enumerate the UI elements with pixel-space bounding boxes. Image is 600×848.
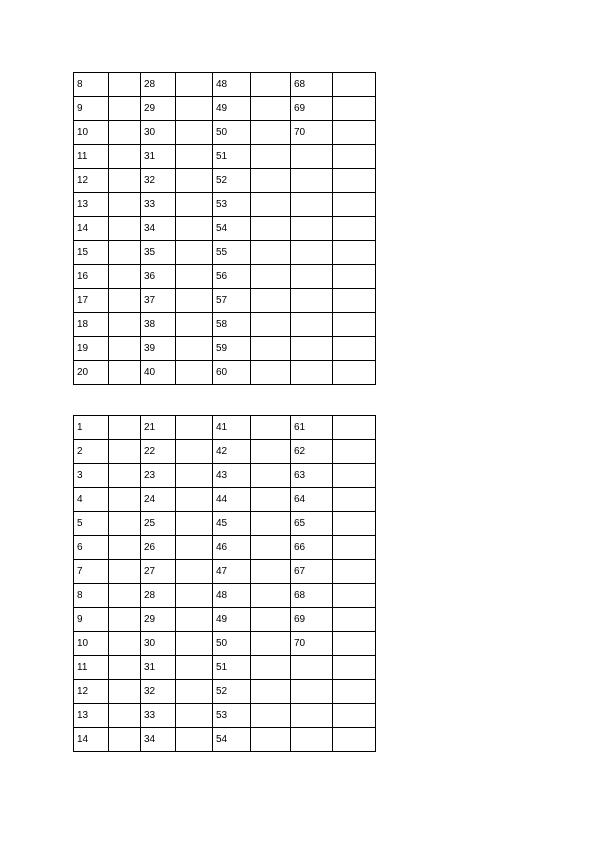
table-row bbox=[74, 464, 376, 488]
blank-cell bbox=[333, 704, 376, 728]
blank-cell bbox=[333, 145, 376, 169]
blank-cell bbox=[176, 73, 213, 97]
number-cell: 28 bbox=[141, 73, 176, 97]
blank-cell bbox=[251, 193, 291, 217]
blank-cell bbox=[251, 728, 291, 752]
number-cell bbox=[291, 728, 333, 752]
number-cell bbox=[291, 265, 333, 289]
number-cell bbox=[291, 337, 333, 361]
number-cell: 34 bbox=[141, 217, 176, 241]
blank-cell bbox=[333, 73, 376, 97]
number-cell: 3 bbox=[74, 464, 109, 488]
number-cell: 1 bbox=[74, 416, 109, 440]
blank-cell bbox=[176, 632, 213, 656]
blank-cell bbox=[251, 632, 291, 656]
blank-cell bbox=[109, 145, 141, 169]
number-cell: 42 bbox=[213, 440, 251, 464]
number-cell: 53 bbox=[213, 704, 251, 728]
number-cell bbox=[291, 680, 333, 704]
number-grid-bottom-body bbox=[74, 416, 376, 752]
table-row bbox=[74, 73, 376, 97]
number-cell: 22 bbox=[141, 440, 176, 464]
blank-cell bbox=[109, 728, 141, 752]
table-row bbox=[74, 488, 376, 512]
number-cell: 12 bbox=[74, 680, 109, 704]
blank-cell bbox=[251, 608, 291, 632]
blank-cell bbox=[176, 680, 213, 704]
blank-cell bbox=[251, 361, 291, 385]
number-cell: 13 bbox=[74, 704, 109, 728]
number-cell: 10 bbox=[74, 632, 109, 656]
table-row bbox=[74, 361, 376, 385]
blank-cell bbox=[176, 656, 213, 680]
number-cell: 30 bbox=[141, 632, 176, 656]
number-cell: 49 bbox=[213, 97, 251, 121]
blank-cell bbox=[251, 464, 291, 488]
number-cell: 68 bbox=[291, 584, 333, 608]
blank-cell bbox=[176, 512, 213, 536]
table-row bbox=[74, 193, 376, 217]
number-cell bbox=[291, 193, 333, 217]
number-cell: 41 bbox=[213, 416, 251, 440]
number-cell: 33 bbox=[141, 193, 176, 217]
number-cell bbox=[291, 217, 333, 241]
number-cell: 37 bbox=[141, 289, 176, 313]
table-row bbox=[74, 145, 376, 169]
number-cell: 50 bbox=[213, 632, 251, 656]
blank-cell bbox=[251, 416, 291, 440]
number-cell: 25 bbox=[141, 512, 176, 536]
blank-cell bbox=[251, 169, 291, 193]
number-cell: 69 bbox=[291, 97, 333, 121]
blank-cell bbox=[109, 193, 141, 217]
number-cell: 52 bbox=[213, 680, 251, 704]
table-row bbox=[74, 265, 376, 289]
table-row bbox=[74, 608, 376, 632]
blank-cell bbox=[333, 488, 376, 512]
blank-cell bbox=[109, 313, 141, 337]
table-row bbox=[74, 560, 376, 584]
table-row bbox=[74, 536, 376, 560]
blank-cell bbox=[109, 560, 141, 584]
number-cell: 14 bbox=[74, 217, 109, 241]
number-cell: 32 bbox=[141, 680, 176, 704]
table-row bbox=[74, 680, 376, 704]
number-cell: 21 bbox=[141, 416, 176, 440]
number-cell: 6 bbox=[74, 536, 109, 560]
number-cell: 57 bbox=[213, 289, 251, 313]
number-cell: 53 bbox=[213, 193, 251, 217]
number-cell bbox=[291, 656, 333, 680]
number-cell: 52 bbox=[213, 169, 251, 193]
table-row bbox=[74, 584, 376, 608]
blank-cell bbox=[333, 608, 376, 632]
table-row bbox=[74, 313, 376, 337]
number-cell: 5 bbox=[74, 512, 109, 536]
number-grid-bottom bbox=[73, 415, 376, 752]
blank-cell bbox=[109, 289, 141, 313]
number-cell: 30 bbox=[141, 121, 176, 145]
blank-cell bbox=[333, 632, 376, 656]
blank-cell bbox=[333, 680, 376, 704]
blank-cell bbox=[251, 560, 291, 584]
number-cell: 31 bbox=[141, 656, 176, 680]
number-cell: 29 bbox=[141, 608, 176, 632]
blank-cell bbox=[176, 560, 213, 584]
blank-cell bbox=[176, 217, 213, 241]
blank-cell bbox=[251, 704, 291, 728]
blank-cell bbox=[109, 608, 141, 632]
blank-cell bbox=[109, 241, 141, 265]
blank-cell bbox=[333, 97, 376, 121]
blank-cell bbox=[251, 145, 291, 169]
number-cell: 50 bbox=[213, 121, 251, 145]
table-row bbox=[74, 241, 376, 265]
table-row bbox=[74, 632, 376, 656]
blank-cell bbox=[333, 440, 376, 464]
table-row bbox=[74, 169, 376, 193]
number-cell bbox=[291, 241, 333, 265]
table-row bbox=[74, 121, 376, 145]
blank-cell bbox=[176, 265, 213, 289]
blank-cell bbox=[109, 704, 141, 728]
blank-cell bbox=[176, 337, 213, 361]
number-cell: 70 bbox=[291, 632, 333, 656]
blank-cell bbox=[251, 337, 291, 361]
blank-cell bbox=[109, 265, 141, 289]
number-cell: 59 bbox=[213, 337, 251, 361]
blank-cell bbox=[176, 536, 213, 560]
number-cell: 10 bbox=[74, 121, 109, 145]
table-row bbox=[74, 440, 376, 464]
number-cell: 9 bbox=[74, 97, 109, 121]
number-cell bbox=[291, 361, 333, 385]
blank-cell bbox=[251, 656, 291, 680]
blank-cell bbox=[333, 313, 376, 337]
number-cell: 39 bbox=[141, 337, 176, 361]
number-cell: 56 bbox=[213, 265, 251, 289]
blank-cell bbox=[251, 217, 291, 241]
blank-cell bbox=[109, 656, 141, 680]
blank-cell bbox=[109, 361, 141, 385]
table-row bbox=[74, 704, 376, 728]
blank-cell bbox=[333, 512, 376, 536]
number-cell: 51 bbox=[213, 656, 251, 680]
blank-cell bbox=[251, 121, 291, 145]
number-cell: 23 bbox=[141, 464, 176, 488]
blank-cell bbox=[176, 361, 213, 385]
number-cell: 18 bbox=[74, 313, 109, 337]
number-cell: 14 bbox=[74, 728, 109, 752]
number-cell: 51 bbox=[213, 145, 251, 169]
blank-cell bbox=[333, 121, 376, 145]
blank-cell bbox=[176, 193, 213, 217]
blank-cell bbox=[333, 560, 376, 584]
blank-cell bbox=[176, 241, 213, 265]
number-cell: 8 bbox=[74, 584, 109, 608]
blank-cell bbox=[333, 289, 376, 313]
number-cell: 60 bbox=[213, 361, 251, 385]
blank-cell bbox=[251, 97, 291, 121]
blank-cell bbox=[176, 121, 213, 145]
blank-cell bbox=[251, 680, 291, 704]
number-cell: 32 bbox=[141, 169, 176, 193]
blank-cell bbox=[333, 241, 376, 265]
number-cell: 55 bbox=[213, 241, 251, 265]
blank-cell bbox=[176, 704, 213, 728]
blank-cell bbox=[251, 536, 291, 560]
number-cell: 2 bbox=[74, 440, 109, 464]
blank-cell bbox=[251, 512, 291, 536]
blank-cell bbox=[176, 416, 213, 440]
blank-cell bbox=[109, 464, 141, 488]
blank-cell bbox=[109, 97, 141, 121]
number-cell: 64 bbox=[291, 488, 333, 512]
number-cell: 33 bbox=[141, 704, 176, 728]
number-cell: 68 bbox=[291, 73, 333, 97]
blank-cell bbox=[176, 440, 213, 464]
number-grid-top-body bbox=[74, 73, 376, 385]
number-cell: 9 bbox=[74, 608, 109, 632]
blank-cell bbox=[176, 584, 213, 608]
number-cell: 65 bbox=[291, 512, 333, 536]
blank-cell bbox=[333, 169, 376, 193]
number-cell: 45 bbox=[213, 512, 251, 536]
number-cell: 38 bbox=[141, 313, 176, 337]
number-cell bbox=[291, 169, 333, 193]
number-cell: 27 bbox=[141, 560, 176, 584]
blank-cell bbox=[176, 728, 213, 752]
number-cell: 24 bbox=[141, 488, 176, 512]
number-cell: 12 bbox=[74, 169, 109, 193]
number-cell: 11 bbox=[74, 145, 109, 169]
blank-cell bbox=[176, 289, 213, 313]
blank-cell bbox=[251, 584, 291, 608]
blank-cell bbox=[333, 584, 376, 608]
number-cell: 61 bbox=[291, 416, 333, 440]
number-cell bbox=[291, 289, 333, 313]
blank-cell bbox=[109, 488, 141, 512]
number-cell: 40 bbox=[141, 361, 176, 385]
number-cell bbox=[291, 313, 333, 337]
number-cell: 13 bbox=[74, 193, 109, 217]
number-cell: 8 bbox=[74, 73, 109, 97]
number-cell: 16 bbox=[74, 265, 109, 289]
blank-cell bbox=[109, 536, 141, 560]
blank-cell bbox=[333, 536, 376, 560]
table-row bbox=[74, 656, 376, 680]
blank-cell bbox=[333, 361, 376, 385]
blank-cell bbox=[333, 728, 376, 752]
blank-cell bbox=[333, 464, 376, 488]
blank-cell bbox=[109, 73, 141, 97]
blank-cell bbox=[176, 97, 213, 121]
number-cell bbox=[291, 704, 333, 728]
number-cell: 69 bbox=[291, 608, 333, 632]
blank-cell bbox=[109, 337, 141, 361]
table-row bbox=[74, 289, 376, 313]
number-cell: 35 bbox=[141, 241, 176, 265]
table-row bbox=[74, 97, 376, 121]
number-cell: 62 bbox=[291, 440, 333, 464]
number-cell: 4 bbox=[74, 488, 109, 512]
number-cell: 34 bbox=[141, 728, 176, 752]
blank-cell bbox=[333, 656, 376, 680]
number-cell: 48 bbox=[213, 73, 251, 97]
blank-cell bbox=[176, 464, 213, 488]
number-cell: 26 bbox=[141, 536, 176, 560]
number-cell: 54 bbox=[213, 217, 251, 241]
blank-cell bbox=[333, 265, 376, 289]
blank-cell bbox=[176, 608, 213, 632]
number-cell: 17 bbox=[74, 289, 109, 313]
number-cell: 28 bbox=[141, 584, 176, 608]
number-cell: 47 bbox=[213, 560, 251, 584]
blank-cell bbox=[109, 416, 141, 440]
blank-cell bbox=[176, 145, 213, 169]
number-cell: 63 bbox=[291, 464, 333, 488]
blank-cell bbox=[109, 217, 141, 241]
blank-cell bbox=[251, 73, 291, 97]
blank-cell bbox=[251, 265, 291, 289]
blank-cell bbox=[109, 440, 141, 464]
blank-cell bbox=[109, 680, 141, 704]
table-row bbox=[74, 217, 376, 241]
blank-cell bbox=[251, 241, 291, 265]
number-cell: 7 bbox=[74, 560, 109, 584]
number-grid-top bbox=[73, 72, 376, 385]
number-cell: 49 bbox=[213, 608, 251, 632]
blank-cell bbox=[251, 488, 291, 512]
number-cell: 66 bbox=[291, 536, 333, 560]
table-row bbox=[74, 512, 376, 536]
table-row bbox=[74, 728, 376, 752]
blank-cell bbox=[333, 416, 376, 440]
number-cell: 46 bbox=[213, 536, 251, 560]
blank-cell bbox=[109, 169, 141, 193]
blank-cell bbox=[333, 193, 376, 217]
blank-cell bbox=[109, 632, 141, 656]
blank-cell bbox=[333, 217, 376, 241]
blank-cell bbox=[251, 313, 291, 337]
blank-cell bbox=[251, 289, 291, 313]
number-cell: 44 bbox=[213, 488, 251, 512]
number-cell: 43 bbox=[213, 464, 251, 488]
blank-cell bbox=[109, 512, 141, 536]
number-cell: 11 bbox=[74, 656, 109, 680]
blank-cell bbox=[109, 584, 141, 608]
number-cell: 48 bbox=[213, 584, 251, 608]
blank-cell bbox=[333, 337, 376, 361]
blank-cell bbox=[176, 313, 213, 337]
number-cell: 36 bbox=[141, 265, 176, 289]
number-cell: 20 bbox=[74, 361, 109, 385]
blank-cell bbox=[176, 488, 213, 512]
number-cell: 19 bbox=[74, 337, 109, 361]
blank-cell bbox=[251, 440, 291, 464]
number-cell: 67 bbox=[291, 560, 333, 584]
number-cell: 70 bbox=[291, 121, 333, 145]
number-cell: 31 bbox=[141, 145, 176, 169]
table-row bbox=[74, 416, 376, 440]
blank-cell bbox=[176, 169, 213, 193]
number-cell: 54 bbox=[213, 728, 251, 752]
table-row bbox=[74, 337, 376, 361]
number-cell: 29 bbox=[141, 97, 176, 121]
blank-cell bbox=[109, 121, 141, 145]
number-cell: 15 bbox=[74, 241, 109, 265]
number-cell: 58 bbox=[213, 313, 251, 337]
number-cell bbox=[291, 145, 333, 169]
